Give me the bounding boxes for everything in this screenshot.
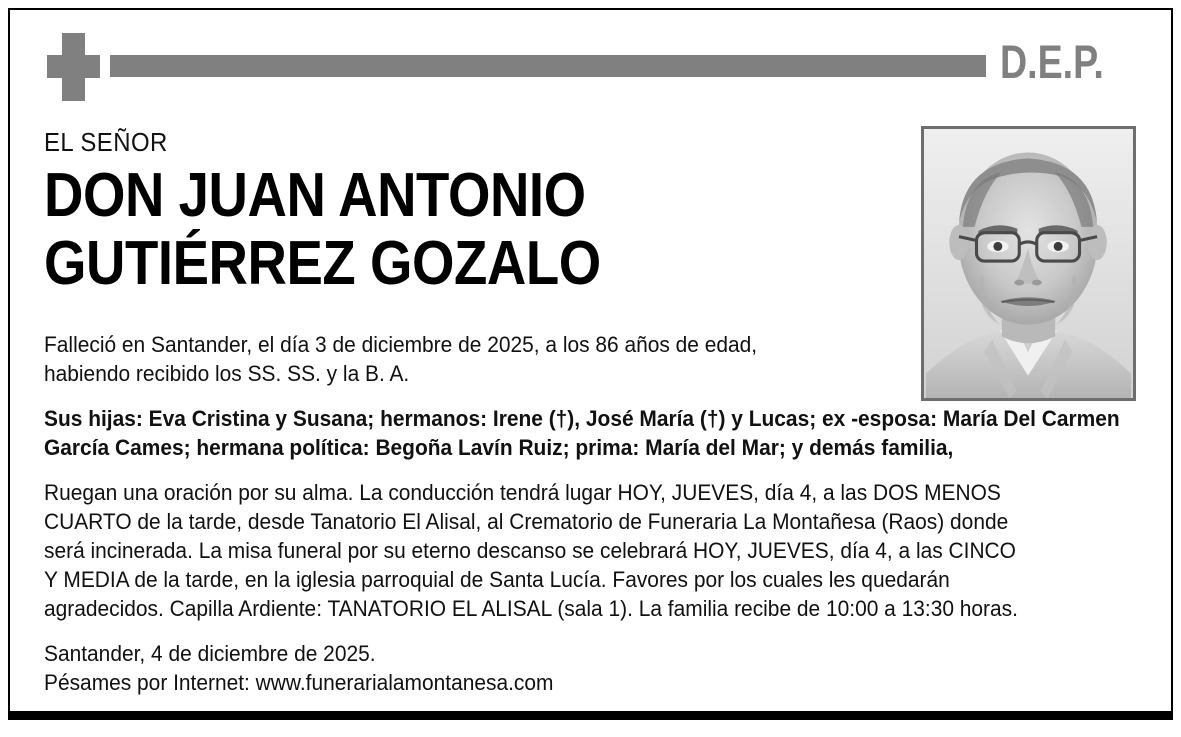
deceased-name-line-2: GUTIÉRREZ GOZALO [44,229,601,298]
body-line-4: Y MEDIA de la tarde, en la iglesia parroquial de Santa Lucía. Favores por los cuales les quedarán [44,567,950,592]
body-line-2: CUARTO de la tarde, desde Tanatorio El Alisal, al Crematorio de Funeraria La Montañesa (Raos) donde [44,509,1009,534]
border-right [1171,8,1173,711]
body-line-5: agradecidos. Capilla Ardiente: TANATORIO EL ALISAL (sala 1). La familia recibe de 10:00 a 13:30 horas. [44,596,1018,621]
body-line-1: Ruegan una oración por su alma. La conducción tendrá lugar HOY, JUEVES, día 4, a las DOS MENOS [44,480,1001,505]
death-info [44,330,881,388]
pre-title: EL SEÑOR [44,127,168,157]
family-line-1: Sus hijas: Eva Cristina y Susana; hermanos: Irene (†), José María (†) y Lucas; ex -esposa: María Del Carmen [44,406,1120,431]
family-list [44,404,1141,462]
condolences-url[interactable]: Pésames por Internet: www.funerarialamontanesa.com [44,670,554,695]
family-line-2: García Cames; hermana política: Begoña Lavín Ruiz; prima: María del Mar; y demás familia, [44,435,954,460]
death-info-line-2: habiendo recibido los SS. SS. y la B. A. [44,361,410,386]
name-spacer [44,296,1142,322]
header-rule [110,55,986,77]
deceased-name-line-1: DON JUAN ANTONIO [44,161,586,230]
place-date: Santander, 4 de diciembre de 2025. [44,641,376,666]
death-info-line-1: Falleció en Santander, el día 3 de diciembre de 2025, a los 86 años de edad, [44,332,758,357]
funeral-details [44,478,1141,623]
notice-content [44,126,1142,697]
body-line-3: será incinerada. La misa funeral por su eterno descanso se celebrará HOY, JUEVES, día 4, a las CINCO [44,538,1016,563]
notice-header [10,10,1171,114]
cross-horizontal-bar [47,55,100,78]
closing-block [44,639,1141,697]
dep-label: D.E.P. [1000,35,1104,88]
cross-icon [47,33,100,101]
border-bottom-bar [8,711,1173,720]
